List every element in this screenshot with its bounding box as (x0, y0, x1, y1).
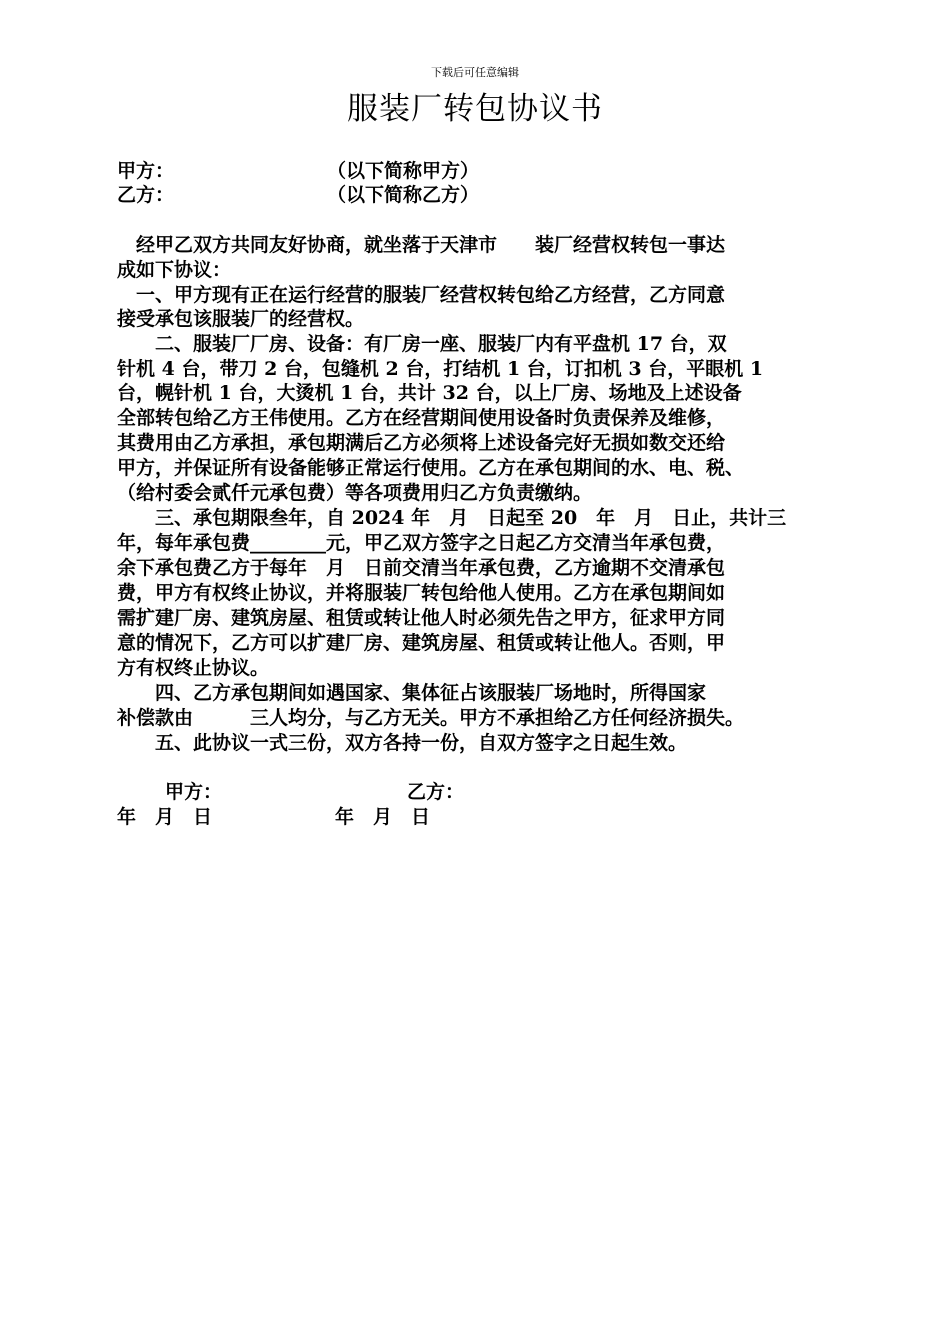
party-b-note: （以下简称乙方） (327, 184, 480, 206)
header-note: 下载后可任意编辑 (431, 66, 519, 79)
party-a-label: 甲方： (117, 160, 175, 182)
signature-party-b-label: 乙方： (407, 781, 465, 803)
body-line: 年，每年承包费________元，甲乙双方签字之日起乙方交清当年承包费， (117, 532, 726, 554)
body-line: 二、服装厂厂房、设备：有厂房一座、服装厂内有平盘机 17 台，双 (117, 333, 727, 355)
body-line: 一、甲方现有正在运行经营的服装厂经营权转包给乙方经营，乙方同意 (117, 284, 726, 306)
body-line: （给村委会贰仟元承包费）等各项费用归乙方负责缴纳。 (117, 482, 593, 504)
body-line: 三、承包期限叁年，自 2024 年 月 日起至 20 年 月 日止，共计三 (117, 507, 787, 529)
party-a-note: （以下简称甲方） (327, 160, 480, 182)
body-line: 需扩建厂房、建筑房屋、租赁或转让他人时必须先告之甲方，征求甲方同 (117, 607, 726, 629)
party-b-label: 乙方： (117, 184, 175, 206)
signature-party-b-date: 年 月 日 (335, 806, 431, 828)
body-line: 意的情况下，乙方可以扩建厂房、建筑房屋、租赁或转让他人。否则，甲 (117, 632, 726, 654)
signature-party-a-label: 甲方： (165, 781, 223, 803)
body-line: 费，甲方有权终止协议，并将服装厂转包给他人使用。乙方在承包期间如 (117, 582, 726, 604)
body-line: 经甲乙双方共同友好协商，就坐落于天津市 装厂经营权转包一事达 (117, 234, 726, 256)
body-line: 甲方，并保证所有设备能够正常运行使用。乙方在承包期间的水、电、税、 (117, 457, 745, 479)
body-line: 补偿款由 三人均分，与乙方无关。甲方不承担给乙方任何经济损失。 (117, 707, 745, 729)
body-line: 余下承包费乙方于每年 月 日前交清当年承包费，乙方逾期不交清承包 (117, 557, 726, 579)
document-title: 服装厂转包协议书 (347, 91, 603, 127)
body-line: 全部转包给乙方王伟使用。乙方在经营期间使用设备时负责保养及维修， (117, 407, 726, 429)
body-line: 接受承包该服装厂的经营权。 (117, 308, 365, 330)
body-line: 成如下协议： (117, 259, 232, 281)
body-line: 针机 4 台，带刀 2 台，包缝机 2 台，打结机 1 台，订扣机 3 台，平眼机 1 (117, 358, 764, 380)
body-line: 台，幌针机 1 台，大烫机 1 台，共计 32 台，以上厂房、场地及上述设备 (117, 382, 742, 404)
body-line: 其费用由乙方承担，承包期满后乙方必须将上述设备完好无损如数交还给 (117, 432, 726, 454)
body-line: 四、乙方承包期间如遇国家、集体征占该服装厂场地时，所得国家 (117, 682, 707, 704)
body-line: 方有权终止协议。 (117, 657, 270, 679)
signature-party-a-date: 年 月 日 (117, 806, 213, 828)
body-line: 五、此协议一式三份，双方各持一份，自双方签字之日起生效。 (117, 732, 688, 754)
